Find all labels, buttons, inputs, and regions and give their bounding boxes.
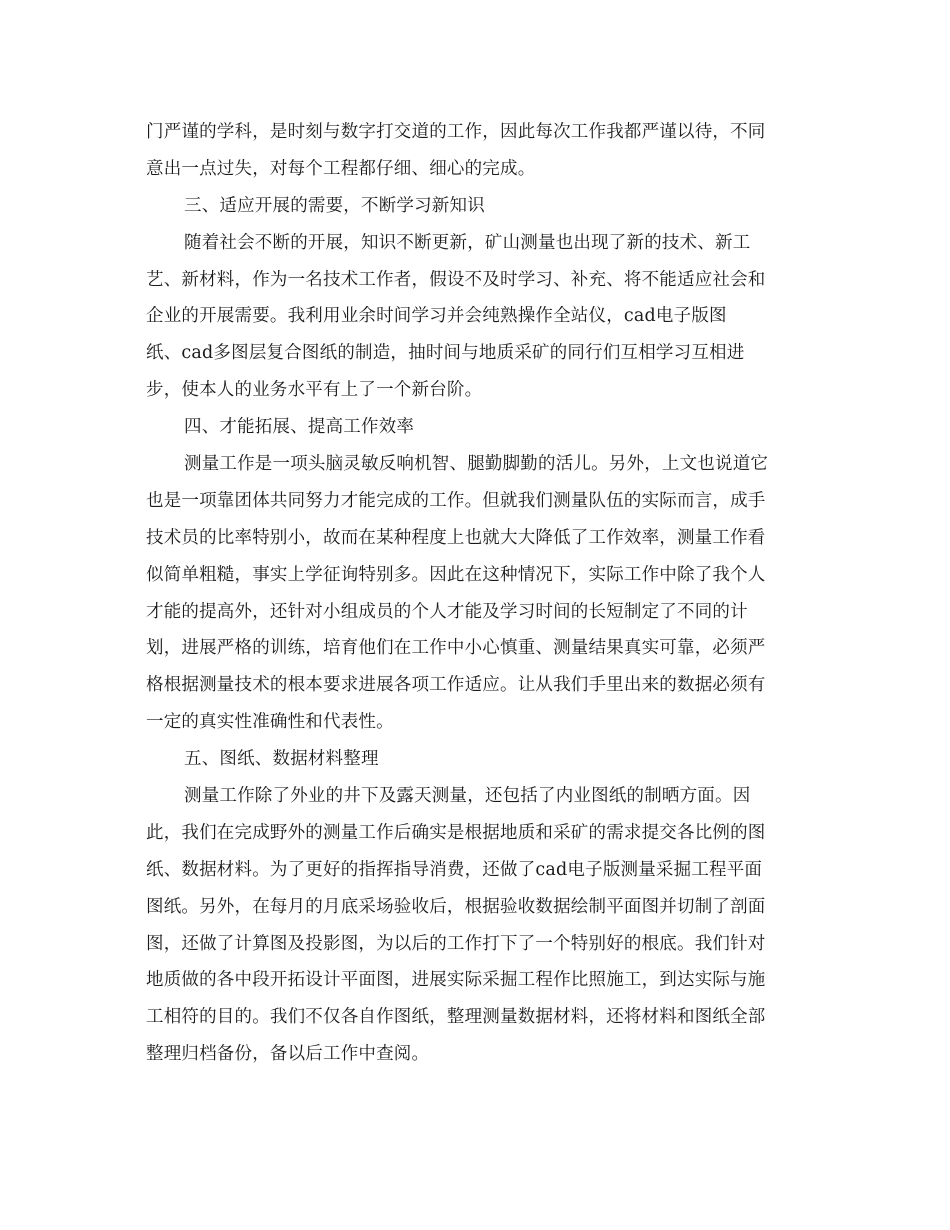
section-heading: 三、适应开展的需要，不断学习新知识 xyxy=(184,195,485,216)
text-line: 随着社会不断的开展，知识不断更新，矿山测量也出现了新的技术、新工 xyxy=(184,232,751,253)
text-line: 图纸。另外，在每月的月底采场验收后，根据验收数据绘制平面图并切制了剖面 xyxy=(146,896,766,917)
text-line: 意出一点过失，对每个工程都仔细、细心的完成。 xyxy=(146,158,536,179)
text-line: 似简单粗糙，事实上学征询特别多。因此在这种情况下，实际工作中除了我个人 xyxy=(146,564,766,585)
text-line: 测量工作是一项头脑灵敏反响机智、腿勤脚勤的活儿。另外，上文也说道它 xyxy=(184,454,769,475)
text-line: 测量工作除了外业的井下及露天测量，还包括了内业图纸的制晒方面。因 xyxy=(184,786,751,807)
document-body xyxy=(146,114,806,1073)
text-line: 整理归档备份，备以后工作中查阅。 xyxy=(146,1044,430,1065)
section-heading: 五、图纸、数据材料整理 xyxy=(184,749,379,770)
text-line: 也是一项靠团体共同努力才能完成的工作。但就我们测量队伍的实际而言，成手 xyxy=(146,490,766,511)
text-line: 纸、数据材料。为了更好的指挥指导消费，还做了cad电子版测量采掘工程平面 xyxy=(146,859,763,880)
text-line: 一定的真实性准确性和代表性。 xyxy=(146,712,394,733)
text-line: 纸、cad多图层复合图纸的制造，抽时间与地质采矿的同行们互相学习互相进 xyxy=(146,343,745,364)
text-line: 此，我们在完成野外的测量工作后确实是根据地质和采矿的需求提交各比例的图 xyxy=(146,822,766,843)
text-line: 才能的提高外，还针对小组成员的个人才能及学习时间的长短制定了不同的计 xyxy=(146,601,748,622)
text-line: 地质做的各中段开拓设计平面图，进展实际采掘工程作比照施工，到达实际与施 xyxy=(146,970,766,991)
text-line: 门严谨的学科，是时刻与数字打交道的工作，因此每次工作我都严谨以待，不同 xyxy=(146,122,766,142)
text-line: 艺、新材料，作为一名技术工作者，假设不及时学习、补充、将不能适应社会和 xyxy=(146,269,766,290)
text-line: 格根据测量技术的根本要求进展各项工作适应。让从我们手里出来的数据必须有 xyxy=(146,675,766,696)
text-line: 划，进展严格的训练，培育他们在工作中小心慎重、测量结果真实可靠，必须严 xyxy=(146,638,766,659)
text-line: 步，使本人的业务水平有上了一个新台阶。 xyxy=(146,380,483,401)
text-line: 技术员的比率特别小，故而在某种程度上也就大大降低了工作效率，测量工作看 xyxy=(146,527,766,548)
text-line: 工相符的目的。我们不仅各自作图纸，整理测量数据材料，还将材料和图纸全部 xyxy=(146,1007,766,1028)
text-line: 企业的开展需要。我利用业余时间学习并会纯熟操作全站仪，cad电子版图 xyxy=(146,306,727,327)
text-line: 图，还做了计算图及投影图，为以后的工作打下了一个特别好的根底。我们针对 xyxy=(146,933,766,954)
section-heading: 四、才能拓展、提高工作效率 xyxy=(184,417,415,438)
